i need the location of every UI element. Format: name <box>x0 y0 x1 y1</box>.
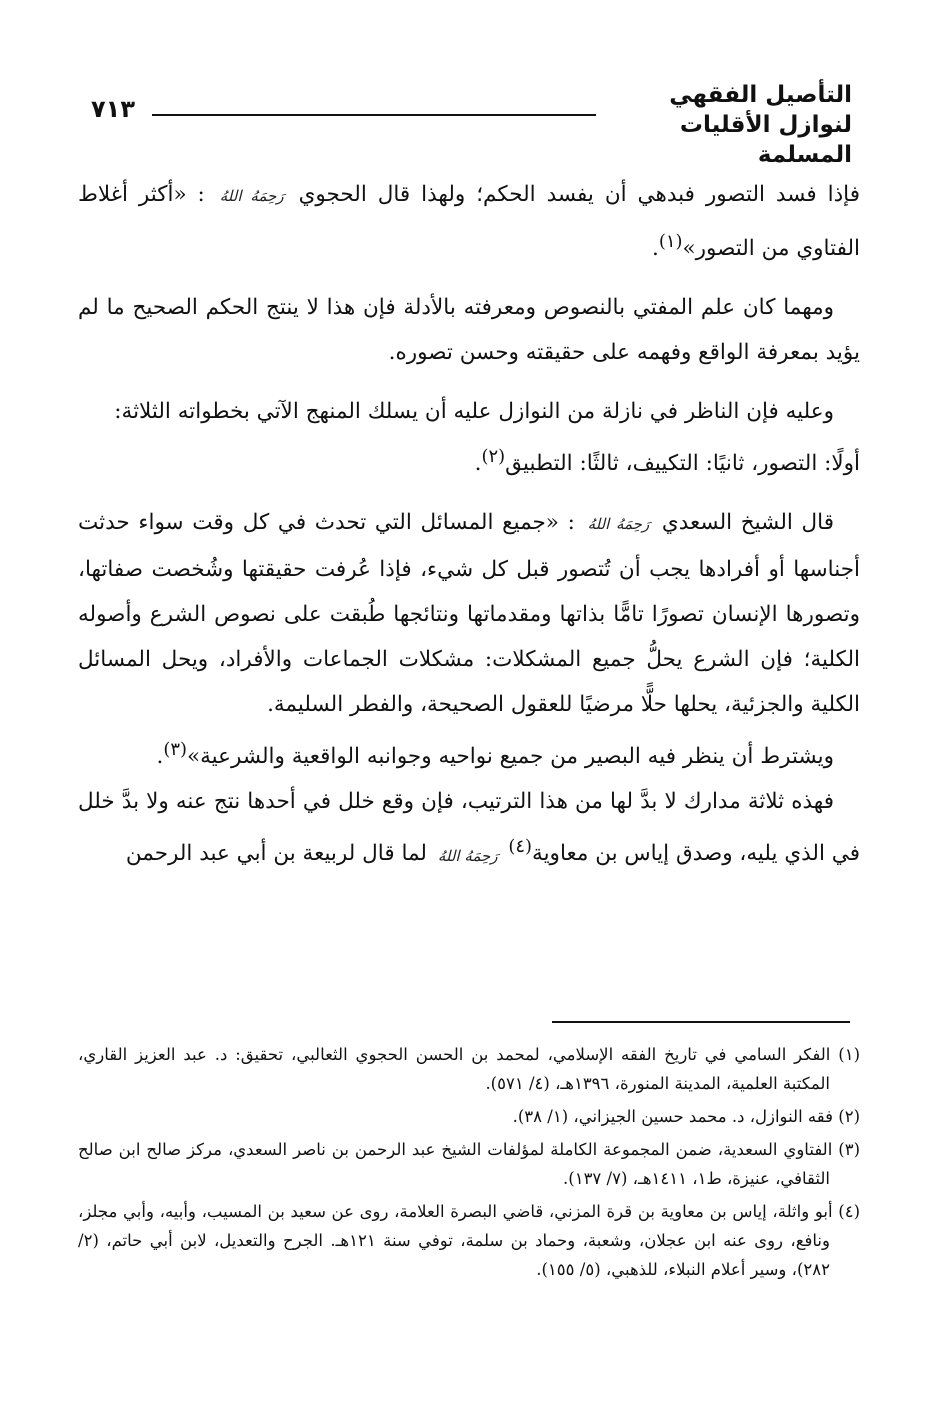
paragraph-1-text-b: : «أكثر أغلاط الفتاوي من التصور» <box>78 182 860 262</box>
honorific-glyph: رَحِمَهُ اللهُ <box>219 187 284 205</box>
paragraph-5-text-b: : «جميع المسائل التي تحدث في كل وقت سواء حدثت أجناسها أو أفرادها يجب أن تُتصور قبل كل شيء، فإذا عُرفت حقيقتها وشُخصت صفاتها، وتصورها الإنسان تصورًا تامًّا بذاتها ومقدماتها ونتائجها طُبقت على نصوص الشرع وأصوله الكلية؛ فإن الشرع يحلُّ جميع المشكلات: مشكلات الجماعات والأفراد، ويحل المسائل الكلية والجزئية، يحلها حلًّا مرضيًا للعقول الصحيحة، والفطر السليمة. <box>78 510 860 718</box>
footnotes <box>78 1040 860 1288</box>
footnote-1: (١) الفكر السامي في تاريخ الفقه الإسلامي، لمحمد بن الحسن الحجوي الثعالبي، تحقيق: د. عبد العزيز القاري، المكتبة العلمية، المدينة المنورة، ١٣٩٦هـ، (٤/ ٥٧١). <box>78 1045 860 1093</box>
body-text <box>78 172 860 879</box>
paragraph-6 <box>78 727 860 779</box>
paragraph-1 <box>78 172 860 271</box>
paragraph-1-text-a: فإذا فسد التصور فبدهي أن يفسد الحكم؛ ولهذا قال الحجوي <box>298 182 860 207</box>
paragraph-6-end: . <box>156 744 164 770</box>
footnote-ref-2[interactable]: (٢) <box>481 446 506 468</box>
paragraph-1-end: . <box>652 236 659 262</box>
footnote-ref-4[interactable]: (٤) <box>508 836 533 858</box>
paragraph-4-end: . <box>474 451 482 477</box>
page-number: ٧١٣ <box>91 95 135 123</box>
header-title-line-1: التأصيل الفقهي <box>669 82 852 108</box>
footnote-separator <box>552 1021 850 1023</box>
footnote-3: (٣) الفتاوي السعدية، ضمن المجموعة الكاملة لمؤلفات الشيخ عبد الرحمن بن ناصر السعدي، مركز صالح ابن صالح الثقافي، عنيزة، ط١، ١٤١١هـ، (٧/ ١٣٧). <box>78 1140 860 1188</box>
paragraph-5 <box>78 500 860 727</box>
footnote-ref-3[interactable]: (٣) <box>163 739 187 761</box>
paragraph-6-text: ويشترط أن ينظر فيه البصير من جميع نواحيه وجوانبه الواقعية والشرعية» <box>186 744 834 770</box>
header-title-line-2: لنوازل الأقليات المسلمة <box>679 112 852 168</box>
paragraph-2: ومهما كان علم المفتي بالنصوص ومعرفته بالأدلة فإن هذا لا ينتج الحكم الصحيح ما لم يؤيد بمعرفة الواقع وفهمه على حقيقته وحسن تصوره. <box>78 295 860 366</box>
paragraph-7 <box>78 779 860 878</box>
footnote-4: (٤) أبو واثلة، إياس بن معاوية بن قرة المزني، قاضي البصرة العلامة، روى عن سعيد بن المسيب، وأبيه، وأبي مجلز، ونافع، روى عنه ابن عجلان، وشعبة، وحماد بن سلمة، توفي سنة ١٢١هـ. الجرح والتعديل، لابن أبي حاتم، (٢/ ٢٨٢)، وسير أعلام النبلاء، للذهبي، (٥/ ١٥٥). <box>78 1202 860 1279</box>
paragraph-4-text: أولًا: التصور، ثانيًا: التكييف، ثالثًا: التطبيق <box>505 451 860 477</box>
header-rule <box>152 114 596 116</box>
footnote-ref-1[interactable]: (١) <box>658 231 683 252</box>
footnote-2: (٢) فقه النوازل، د. محمد حسين الجيزاني، (١/ ٣٨). <box>512 1107 860 1126</box>
honorific-glyph: رَحِمَهُ اللهُ <box>437 846 498 865</box>
paragraph-3: وعليه فإن الناظر في نازلة من النوازل عليه أن يسلك المنهج الآتي بخطواته الثلاثة: <box>114 399 834 425</box>
honorific-glyph: رَحِمَهُ اللهُ <box>587 515 650 534</box>
paragraph-7-text-a: فهذه ثلاثة مدارك لا بدَّ لها من هذا الترتيب، فإن وقع خلل في أحدها نتج عنه ولا بدَّ خلل في الذي يليه، وصدق إياس بن معاوية <box>78 789 860 867</box>
paragraph-7-text-b: لما قال لربيعة بن أبي عبد الرحمن <box>125 841 427 867</box>
paragraph-4 <box>78 434 860 486</box>
paragraph-5-text-a: قال الشيخ السعدي <box>661 510 834 536</box>
running-header-title <box>592 80 852 170</box>
